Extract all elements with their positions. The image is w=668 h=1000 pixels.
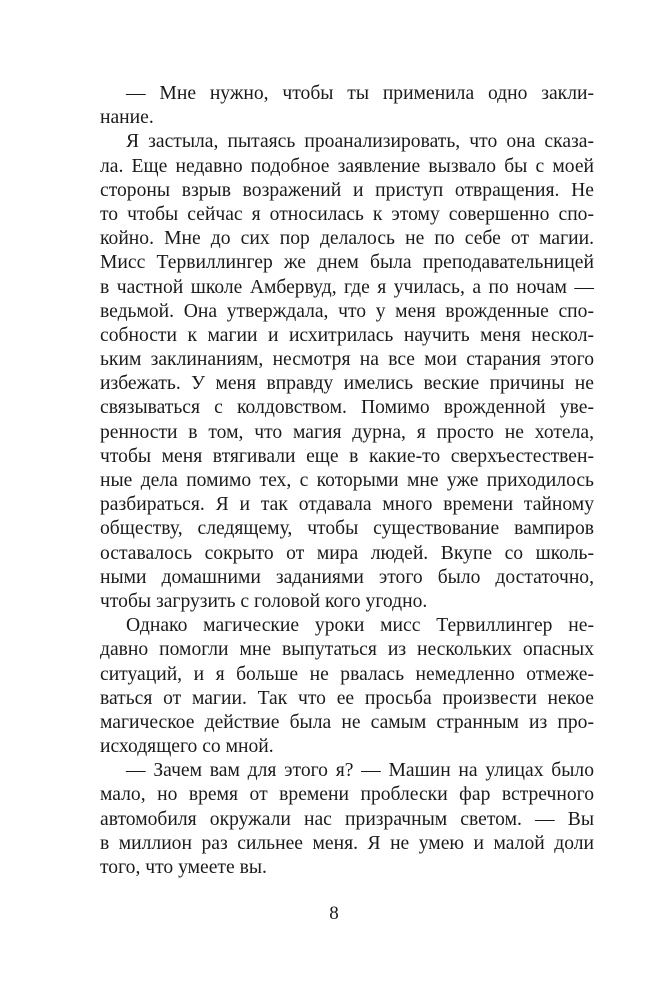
text-line: ситуаций, и я больше не рвалась немедленно отмеже- xyxy=(100,663,594,685)
text-line: автомобиля окружали нас призрачным светом. — Вы xyxy=(100,808,594,830)
text-line: исходящего со мной. xyxy=(100,736,274,758)
text-line: Мисс Тервиллингер же днем была преподавательницей xyxy=(100,252,594,274)
text-line: ренности в том, что магия дурна, я просто не хотела, xyxy=(100,421,594,443)
text-line: собности к магии и исхитрилась научить меня нескол- xyxy=(100,324,594,346)
text-line: мало, но время от времени проблески фар встречного xyxy=(100,784,594,806)
text-line: — Мне нужно, чтобы ты применила одно закли- xyxy=(126,83,594,104)
text-line: то чтобы сейчас я относилась к этому совершенно спо- xyxy=(100,203,594,225)
text-line: нание. xyxy=(100,107,154,129)
text-line: — Зачем вам для этого я? — Машин на улицах было xyxy=(126,760,594,782)
text-line: ными домашними заданиями этого было достаточно, xyxy=(100,566,594,588)
book-page-text xyxy=(100,82,594,880)
text-line: ные дела помимо тех, с которыми мне уже приходилось xyxy=(100,470,594,491)
text-line: в частной школе Амбервуд, где я училась, а по ночам — xyxy=(100,276,594,298)
text-line: связываться с колдовством. Помимо врожденной уве- xyxy=(100,397,594,419)
text-line: в миллион раз сильнее меня. Я не умею и малой доли xyxy=(100,832,594,854)
text-line: ведьмой. Она утверждала, что у меня врожденные спо- xyxy=(100,300,594,322)
text-line: давно помогли мне выпутаться из нескольких опасных xyxy=(100,639,594,661)
text-line: оставалось сокрыто от мира людей. Вкупе со школь- xyxy=(100,542,594,564)
text-line: магическое действие была не самым странным из про- xyxy=(100,711,594,733)
text-line: Однако магические уроки мисс Тервиллингер не- xyxy=(126,615,594,637)
text-line: стороны взрыв возражений и приступ отвращения. Не xyxy=(100,179,594,201)
text-line: койно. Мне до сих пор делалось не по себе от магии. xyxy=(100,228,594,250)
text-line: ваться от магии. Так что ее просьба произвести некое xyxy=(100,687,594,709)
text-line: Я застыла, пытаясь проанализировать, что она сказа- xyxy=(126,131,594,153)
text-line: разбираться. Я и так отдавала много времени тайному xyxy=(100,494,594,516)
text-line: чтобы загрузить с головой кого угодно. xyxy=(100,590,428,612)
text-line: ьким заклинаниям, несмотря на все мои старания этого xyxy=(100,349,594,371)
text-line: ла. Еще недавно подобное заявление вызвало бы с моей xyxy=(100,155,594,177)
page-number: 8 xyxy=(329,903,339,924)
text-line: чтобы меня втягивали еще в какие-то сверхъестествен- xyxy=(100,445,594,467)
text-line: избежать. У меня вправду имелись веские причины не xyxy=(100,373,594,395)
text-line: того, что умеете вы. xyxy=(100,857,267,878)
text-line: обществу, следящему, чтобы существование вампиров xyxy=(100,518,594,540)
